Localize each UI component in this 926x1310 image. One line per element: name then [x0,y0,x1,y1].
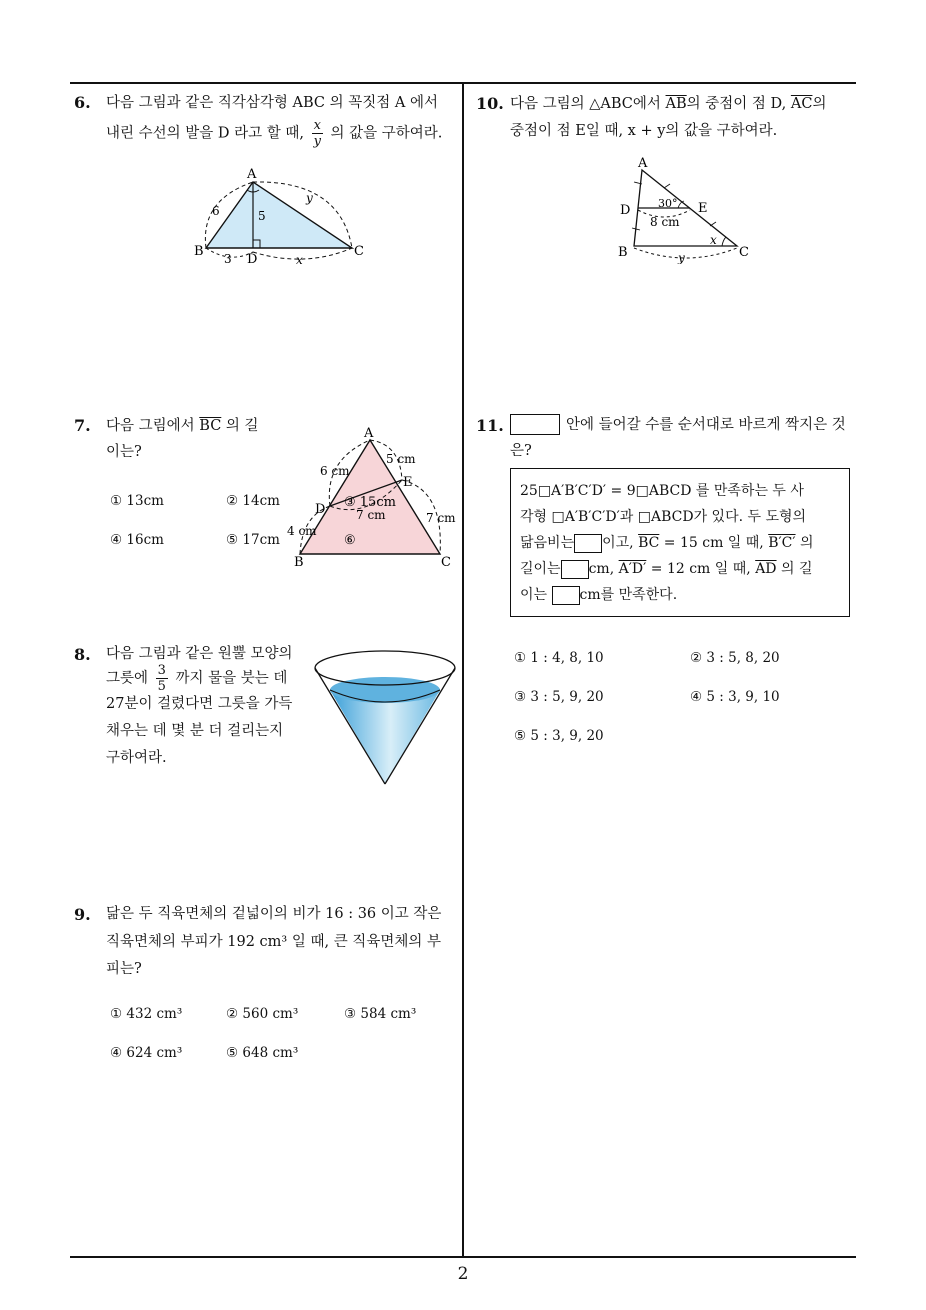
question-number: 9. [74,905,91,924]
label-ab: 6 [212,204,220,218]
label-D: D [247,252,258,267]
option-4[interactable]: ④ 624 cm³ [110,1045,183,1061]
question-number: 8. [74,645,91,664]
blank-ad [552,586,580,605]
question-text-line2: 내린 수선의 발을 D 라고 할 때, $\frac{x}{y}$ 의 값을 구하여라. [106,118,443,149]
triangle-figure-q7 [284,420,459,572]
question-text-line2: 중점이 점 E일 때, x + y의 값을 구하여라. [510,123,778,139]
question-number: 7. [74,416,91,435]
blank-bc [561,560,589,579]
label-angle: 30° [658,197,678,210]
option-1[interactable]: ① 1 : 4, 8, 10 [514,650,604,666]
question-text-line3: 피는? [106,961,142,977]
label-dc: x [296,253,303,267]
label-A: A [364,426,374,441]
label-E: E [698,201,708,216]
option-6-overlay[interactable]: ⑥ [344,533,356,548]
page-number: 2 [457,1264,469,1284]
box-line3: 닮음비는 이고, $\overline{BC} = 15$ cm 일 때, B′C′ 의 [520,535,814,551]
option-1[interactable]: ① 432 cm³ [110,1006,183,1022]
question-text-line4: 채우는 데 몇 분 더 걸리는지 [106,723,284,739]
label-ae: 5 cm [386,452,416,466]
label-A: A [247,167,257,182]
label-y: y [678,251,685,264]
option-2[interactable]: ② 560 cm³ [226,1006,299,1022]
label-E: E [403,475,413,490]
fraction: $\frac{3}{5}$ [157,663,166,694]
option-5[interactable]: ⑤ 17cm [226,532,280,548]
question-text-line2: 은? [510,443,532,459]
label-C: C [354,244,364,259]
label-B: B [618,245,628,260]
option-4[interactable]: ④ 5 : 3, 9, 10 [690,689,780,705]
question-number: 10. [476,94,504,113]
question-text-line1: 다음 그림의 △ABC에서 $\overline{AB}$의 중점이 점 D, $\overline{AC}$의 [510,96,827,112]
option-3[interactable]: ③ 584 cm³ [344,1006,417,1022]
option-4[interactable]: ④ 16cm [110,532,164,548]
label-db: 4 cm [287,524,317,538]
box-line1: 25□A′B′C′D′ = 9□ABCD 를 만족하는 두 사 [520,483,804,499]
label-bd: 3 [224,252,232,266]
question-text-line1: 다음 그림과 같은 원뿔 모양의 [106,646,293,662]
option-2[interactable]: ② 14cm [226,493,280,509]
answer-blank-box [510,414,560,435]
label-B: B [294,555,304,570]
label-A: A [638,156,648,171]
box-line2: 각형 □A′B′C′D′과 □ABCD가 있다. 두 도형의 [520,509,807,525]
label-de: 7 cm [356,508,386,522]
option-3-overlay[interactable]: ③ 15cm [344,495,396,510]
question-text-line2: 그릇에 $\frac{3}{5}$ 까지 물을 붓는 데 [106,663,288,694]
option-2[interactable]: ② 3 : 5, 8, 20 [690,650,780,666]
option-3[interactable]: ③ 3 : 5, 9, 20 [514,689,604,705]
option-5[interactable]: ⑤ 5 : 3, 9, 20 [514,728,604,744]
label-de: 8 cm [650,215,680,229]
label-ad: 6 cm [320,464,350,478]
cone-figure [310,648,460,790]
question-text: 다음 그림과 같은 직각삼각형 ABC 의 꼭짓점 A 에서 [106,95,438,111]
label-ec: 7 cm [426,511,456,525]
label-x: x [710,233,717,247]
triangle-figure-q10 [612,152,762,264]
label-ac: y [306,191,313,205]
option-5[interactable]: ⑤ 648 cm³ [226,1045,299,1061]
column-divider [462,82,464,1257]
question-text-line1: 안에 들어갈 수를 순서대로 바르게 짝지은 것 [566,417,846,433]
question-text-line1: 닮은 두 직육면체의 겉넓이의 비가 16 : 36 이고 작은 [106,906,442,922]
fraction: $\frac{x}{y}$ [313,118,321,149]
label-ad: 5 [258,209,266,223]
question-number: 6. [74,93,91,112]
label-B: B [194,244,204,259]
label-D: D [620,203,631,218]
box-line5: 이는 cm를 만족한다. [520,587,678,603]
question-text-line3: 27분이 걸렸다면 그릇을 가득 [106,696,293,712]
question-text-line5: 구하여라. [106,750,167,766]
blank-ratio [574,534,602,553]
question-text-line2: 직육면체의 부피가 192 cm³ 일 때, 큰 직육면체의 부 [106,934,441,950]
question-text-line2: 이는? [106,444,142,460]
option-1[interactable]: ① 13cm [110,493,164,509]
label-C: C [739,245,749,260]
right-triangle-figure [190,160,380,270]
question-number: 11. [476,416,504,435]
box-line4: 길이는 cm, A′D′ = 12 cm 일 때, $\overline{AD}$ 의 길 [520,561,813,577]
question-text: 다음 그림에서 $\overline{BC}$ 의 길 [106,418,259,434]
label-C: C [441,555,451,570]
label-D: D [315,502,326,517]
